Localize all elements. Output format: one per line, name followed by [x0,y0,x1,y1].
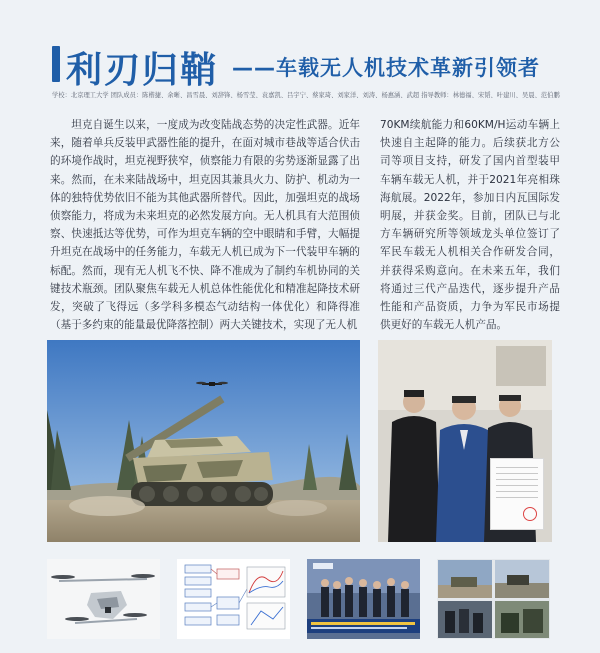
field-test-collage-illustration [437,559,550,639]
system-diagram-photo [177,559,290,639]
drone-illustration [47,559,160,639]
certificate-document [490,458,544,530]
tank-drone-photo [47,340,360,542]
title-accent-bar [52,46,60,82]
team-credits: 学校：北京理工大学 团队成员：陈楷捷、余晰、昌雪晨、刘辞锋、杨雪莹、袁嘉凯、吕宇宁、蔡家琦、刘家洋、刘涛、杨惠涵、武超 指导教师：林德福、宋韬、叶建川、吴晨、范伯鹏 [52,92,560,99]
news-caption-banner [307,619,420,633]
news-broadcast-photo [307,559,420,639]
body-text-right: 70KM续航能力和60KM/H运动车辆上快速自主起降的能力。后续获北方公司等项目支持，研发了国内首型装甲车辆车载无人机，并于2021年亮相珠海航展。2022年，参加日内瓦国际发明展，并获金奖。目前，团队已与北方车辆研究所等领域龙头单位签订了军民车载无人机相关合作研发合同，并获得采购意向。在未来五年，我们将通过三代产品迭代，逐步提升产品性能和产品资质，力争为军民市场提供更好的车载无人机产品。 [380,119,560,332]
flowchart-illustration [177,559,290,639]
tank-drone-illustration [47,340,360,542]
red-seal-icon [523,507,537,521]
drone-product-photo [47,559,160,639]
article-subtitle: ——车载无人机技术革新引领者 [232,56,540,80]
body-text-left: 坦克自诞生以来，一度成为改变陆战态势的决定性武器。近年来，随着单兵反装甲武器性能的提升，在面对城市巷战等适合伏击的环境作战时，坦克视野狭窄，侦察能力有限的劣势逐渐显露了出来。然而，在未来陆战场中，坦克因其兼具火力、防护、机动为一体的独特优势依旧不能为其他武器所替代。因此，加强坦克的战场侦察能力，将成为未来坦克的必然发展方向。无人机具有大范围侦察、快速抵达等优势，可作为坦克车辆的空中眼睛和手臂，大幅提升坦克在战场中的任务能力，车载无人机已成为下一代装甲车辆的标配。然而，现有无人机飞不快、降不准成为了制约车机协同的关键技术瓶颈。团队聚焦车载无人机总体性能优化和精准起降技术研发，突破了飞得远（多学科多模态气动结构一体优化）和降得准（基于多约束的能量最优降落控制）两大关键技术，实现了无人机 [50,119,360,332]
team-award-photo [378,340,552,542]
article-title: 利刃归鞘 [66,50,219,91]
field-test-photos [437,559,550,639]
